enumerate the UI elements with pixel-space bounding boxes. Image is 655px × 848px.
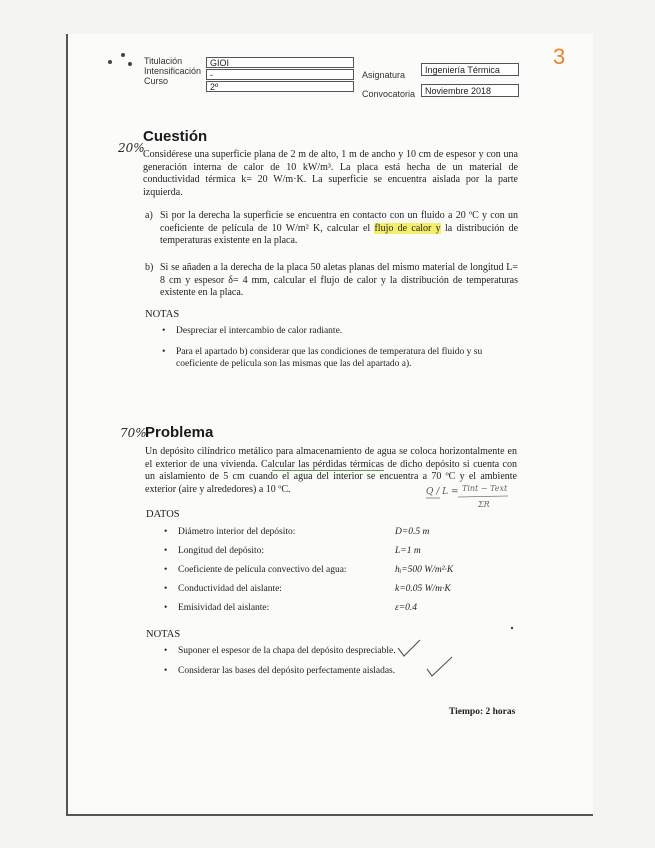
convocatoria-value: Noviembre 2018 [421,84,519,97]
cuestion-nota-item: • Para el apartado b) considerar que las condiciones de temperatura del fluido y su coeficiente de película son las mismas que las del apartado a). [176,346,521,370]
checkmark-icon [427,657,452,676]
cuestion-a-text-before: Si por la derecha la superficie se encuentra en contacto con un fluido a 20 ºC y con un coeficiente de película de 10 W/m² K, calcular el [160,210,518,234]
checkmark-icon [398,640,420,656]
titulacion-value: GIOI [206,57,354,68]
cuestion-b-text: Si se añaden a la derecha de la placa 50 aletas planas del mismo material de longitud L= 8 cm y espesor δ= 4 mm, calcular el flujo de calor y la distribución de temperaturas existente en la placa. [160,262,518,298]
datos-item-label: • Emisividad del aislante: [178,602,269,614]
cuestion-notas-label: NOTAS [145,309,180,320]
cuestion-b-marker: b) [145,262,154,273]
datos-item-value: L=1 m [395,546,421,556]
asignatura-label: Asignatura [362,70,406,80]
problema-notas-label: NOTAS [146,629,181,640]
problema-intro-before: Un depósito cilíndrico metálico para almacenamiento de agua se coloca horizontalmente en el exterior de una vivienda. Ca [145,446,517,470]
problema-nota-item: • Suponer el espesor de la chapa del depósito despreciable. [178,645,396,657]
cuestion-title: Cuestión [143,128,208,145]
problema-nota-item: • Considerar las bases del depósito perfectamente aisladas. [178,665,395,677]
intensificacion-value: - [206,69,354,80]
cuestion-a-marker: a) [145,210,153,221]
datos-item-value: k=0.05 W/m·K [395,584,451,594]
datos-item-value: hᵢ=500 W/m²·K [395,565,454,575]
cuestion-weight-note: 20% [118,141,145,155]
datos-item-value: D=0.5 m [395,527,430,537]
curso-label: Curso [144,76,169,86]
datos-item-label: • Conductividad del aislante: [178,583,282,595]
problema-weight-note: 70% [120,426,147,440]
cuestion-a-text-after: la distribución de temperaturas existente en la placa. [160,222,519,246]
cuestion-nota-item: • Despreciar el intercambio de calor radiante. [176,325,511,337]
underlined-text: lcular las pérdidas térmicas [272,458,384,470]
datos-item-label: • Diámetro interior del depósito: [178,526,295,538]
curso-value: 2º [206,81,354,92]
tiempo-label: Tiempo: 2 horas [449,707,516,717]
handwritten-formula-denominator: ΣR [478,500,490,509]
datos-label: DATOS [146,509,180,520]
handwritten-formula-right: Tint − Text [462,484,508,493]
titulacion-label: Titulación [144,56,183,66]
handwritten-formula-left: Q / L = [426,487,459,497]
datos-item-value: ε=0.4 [395,603,418,613]
convocatoria-label: Convocatoria [362,89,416,99]
datos-item-label: • Coeficiente de película convectivo del agua: [178,564,347,576]
page-number: 3 [553,44,566,69]
datos-item-label: • Longitud del depósito: [178,545,264,557]
problema-intro-after: de dicho depósito si cuenta con un aislamiento de 5 cm cuando el agua del interior se encuentra a 70 ºC y el ambiente exterior (aire y alrededores) a 10 ºC. [145,458,517,495]
cuestion-intro: Considérese una superficie plana de 2 m de alto, 1 m de ancho y 10 cm de espesor y con una generación interna de calor de 10 kW/m³. La placa está hecha de un material de conductividad térmica k= 20 W/m·K. La superficie se encuentra aislada por la parte izquierda. [143,149,518,198]
asignatura-value: Ingeniería Térmica [421,63,519,76]
intensificacion-label: Intensificación [144,66,202,76]
ink-dot [511,627,513,629]
problema-title: Problema [145,424,214,441]
fraction-bar [458,496,508,497]
highlighted-text: flujo de calor y [374,222,441,234]
